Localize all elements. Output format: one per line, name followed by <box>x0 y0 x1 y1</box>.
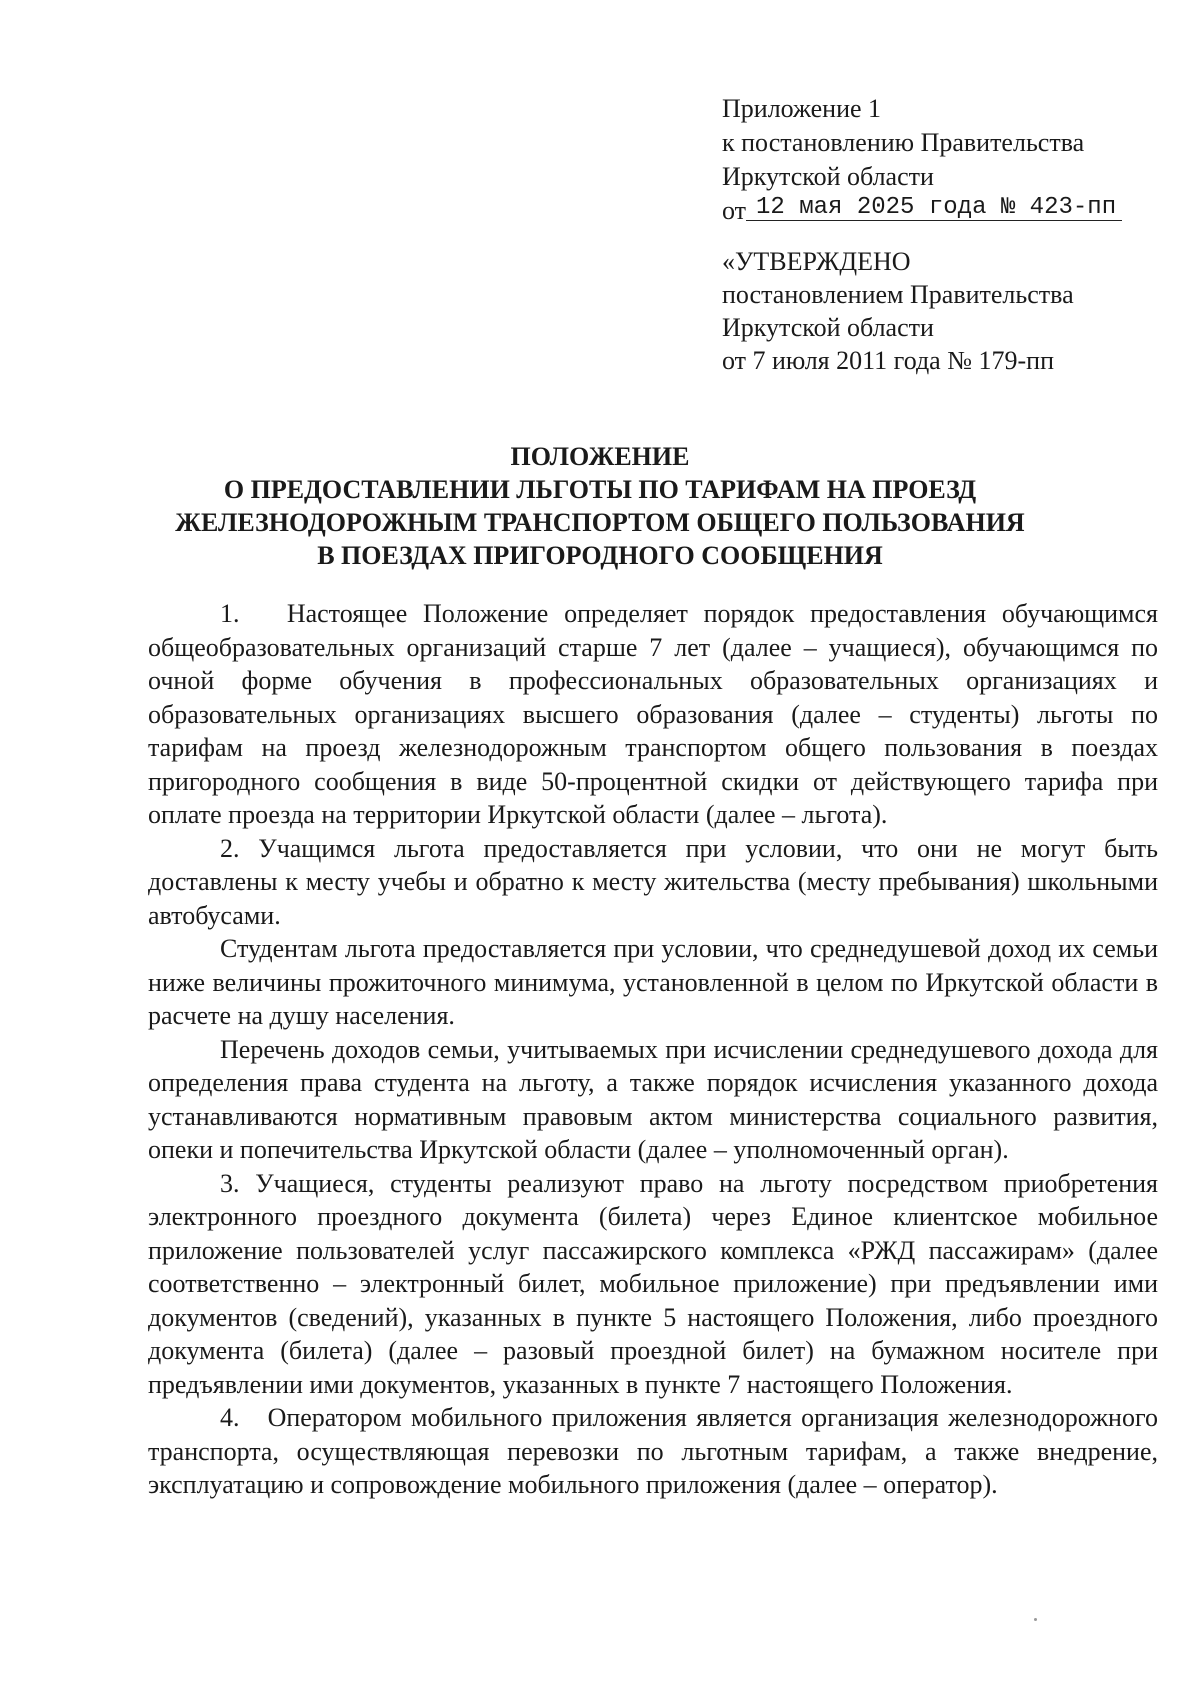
paragraph-6: 4. Оператором мобильного приложения является организация железнодорожного транспорта, осуществляющая перевозки по льготным тарифам, а также внедрение, эксплуатацию и сопровождение мобильного приложения (далее – оператор). <box>148 1403 1158 1499</box>
title-line-1: ПОЛОЖЕНИЕ <box>510 442 690 471</box>
approved-date: от 7 июля 2011 года № 179-пп <box>722 346 1055 375</box>
paragraph-4: Перечень доходов семьи, учитываемых при исчислении среднедушевого дохода для определения права студента на льготу, а также порядок исчисления указанного дохода устанавливаются нормативным правовым актом министерства социального развития, опеки и попечительства Иркутской области (далее – уполномоченный орган). <box>148 1034 1158 1164</box>
title-line-2: О ПРЕДОСТАВЛЕНИИ ЛЬГОТЫ ПО ТАРИФАМ НА ПРОЕЗД <box>223 475 977 504</box>
attachment-region: Иркутской области <box>722 162 934 191</box>
paragraph-5: 3. Учащиеся, студенты реализуют право на льготу посредством приобретения электронного проездного документа (билета) через Единое клиентское мобильное приложение пользователей услуг пассажирского комплекса «РЖД пассажирам» (далее соответственно – электронный билет, мобильное приложение) при предъявлении ими документов (сведений), указанных в пункте 5 настоящего Положения, либо проездного документа (билета) (далее – разовый проездной билет) на бумажном носителе при предъявлении ими документов, указанных в пункте 7 настоящего Положения. <box>148 1168 1158 1399</box>
document-body <box>148 597 1158 1502</box>
attachment-date-line <box>722 194 1122 228</box>
paragraph-1: 1. Настоящее Положение определяет порядок предоставления обучающимся общеобразовательных организаций старше 7 лет (далее – учащиеся), обучающимся по очной форме обучения в профессиональных образовательных организациях и образовательных организациях высшего образования (далее – студенты) льготы по тарифам на проезд железнодорожным транспортом общего пользования в поездах пригородного сообщения в виде 50-процентной скидки от действующего тарифа при оплате проезда на территории Иркутской области (далее – льгота). <box>148 599 1158 829</box>
attachment-date-prefix: от <box>722 196 747 225</box>
attachment-date-value: 12 мая 2025 года № 423-пп <box>746 196 1122 221</box>
attachment-resolution: к постановлению Правительства <box>722 128 1085 157</box>
paragraph-3: Студентам льгота предоставляется при условии, что среднедушевой доход их семьи ниже величины прожиточного минимума, установленной в целом по Иркутской области в расчете на душу населения. <box>148 934 1158 1030</box>
document-title <box>120 440 1080 572</box>
approved-heading: «УТВЕРЖДЕНО <box>722 247 911 276</box>
approved-region: Иркутской области <box>722 313 934 342</box>
title-line-4: В ПОЕЗДАХ ПРИГОРОДНОГО СООБЩЕНИЯ <box>317 541 883 570</box>
scan-speck <box>1034 1618 1037 1621</box>
attachment-number: Приложение 1 <box>722 94 882 123</box>
approved-resolution: постановлением Правительства <box>722 280 1074 309</box>
title-line-3: ЖЕЛЕЗНОДОРОЖНЫМ ТРАНСПОРТОМ ОБЩЕГО ПОЛЬЗОВАНИЯ <box>175 508 1025 537</box>
attachment-header <box>722 92 1122 228</box>
approval-stamp <box>722 245 1074 377</box>
paragraph-2: 2. Учащимся льгота предоставляется при условии, что они не могут быть доставлены к месту учебы и обратно к месту жительства (месту пребывания) школьными автобусами. <box>148 833 1158 930</box>
